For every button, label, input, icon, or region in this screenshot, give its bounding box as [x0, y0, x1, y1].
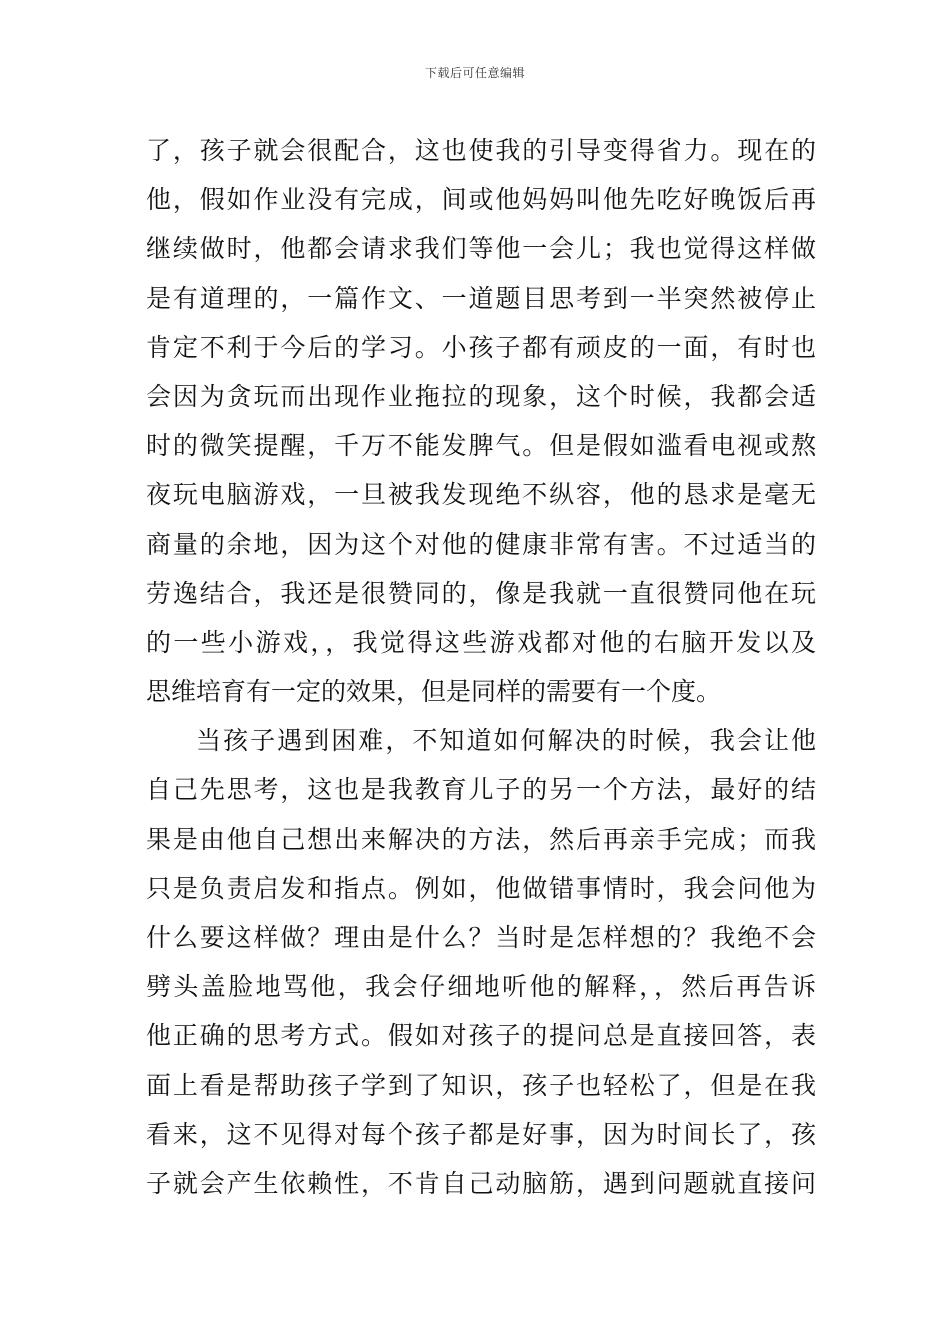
text-line: 了，孩子就会很配合，这也使我的引导变得省力。现在的 — [146, 136, 816, 165]
text-line: 看来，这不见得对每个孩子都是好事，因为时间长了，孩 — [146, 1119, 816, 1149]
page-header: 下载后可任意编辑 — [424, 66, 525, 80]
text-line: 他正确的思考方式。假如对孩子的提问总是直接回答，表 — [146, 1021, 816, 1051]
text-line: 当孩子遇到困难，不知道如何解决的时候，我会让他 — [196, 726, 816, 756]
text-line: 面上看是帮助孩子学到了知识，孩子也轻松了，但是在我 — [146, 1070, 816, 1100]
document-body — [146, 126, 816, 1208]
text-line: 夜玩电脑游戏，一旦被我发现绝不纵容，他的恳求是毫无 — [146, 480, 816, 510]
text-line: 继续做时，他都会请求我们等他一会儿；我也觉得这样做 — [146, 234, 816, 264]
text-line: 劳逸结合，我还是很赞同的，像是我就一直很赞同他在玩 — [146, 578, 816, 608]
text-line: 肯定不利于今后的学习。小孩子都有顽皮的一面，有时也 — [146, 332, 816, 362]
text-line: 商量的余地，因为这个对他的健康非常有害。不过适当的 — [146, 529, 816, 559]
text-line: 果是由他自己想出来解决的方法，然后再亲手完成；而我 — [146, 824, 816, 854]
text-line: 时的微笑提醒，千万不能发脾气。但是假如滥看电视或熬 — [146, 431, 816, 461]
text-line: 思维培育有一定的效果，但是同样的需要有一个度。 — [146, 677, 722, 707]
text-line: 什么要这样做？理由是什么？当时是怎样想的？我绝不会 — [146, 923, 816, 952]
text-line: 会因为贪玩而出现作业拖拉的现象，这个时候，我都会适 — [146, 381, 816, 411]
text-line: 子就会产生依赖性，不肯自己动脑筋，遇到问题就直接问 — [146, 1168, 816, 1198]
text-line: 只是负责启发和指点。例如，他做错事情时，我会问他为 — [146, 873, 816, 903]
text-line: 他，假如作业没有完成，间或他妈妈叫他先吃好晚饭后再 — [146, 185, 816, 215]
paragraph-2 — [146, 716, 816, 1208]
paragraph-1 — [146, 126, 816, 716]
text-line: 自己先思考，这也是我教育儿子的另一个方法，最好的结 — [146, 775, 816, 805]
text-line: 的一些小游戏，，我觉得这些游戏都对他的右脑开发以及 — [146, 627, 816, 657]
text-line: 劈头盖脸地骂他，我会仔细地听他的解释，，然后再告诉 — [146, 972, 816, 1002]
text-line: 是有道理的，一篇作文、一道题目思考到一半突然被停止 — [146, 283, 816, 313]
